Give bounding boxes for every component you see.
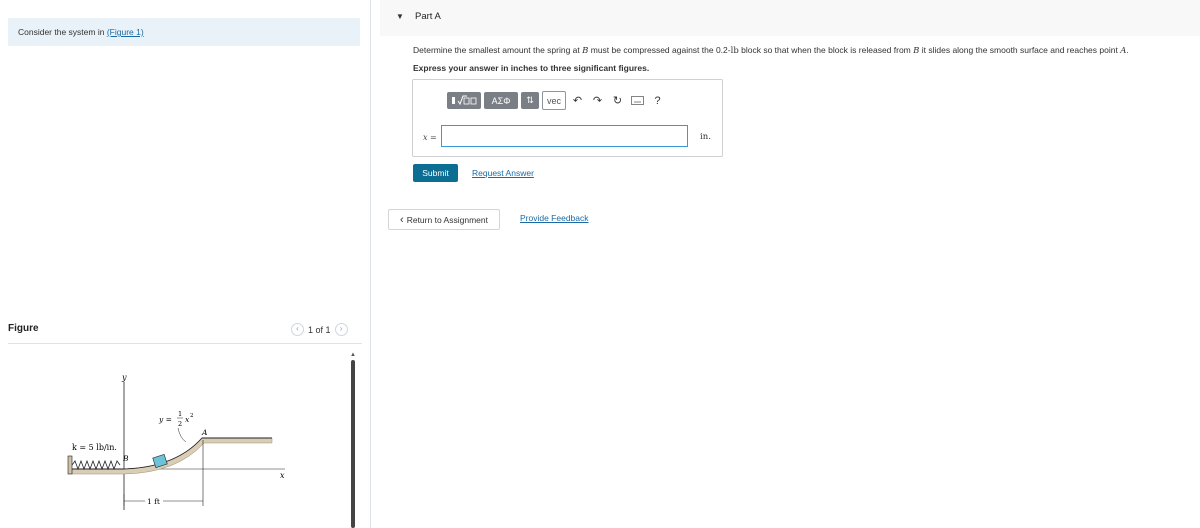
x-axis-label: x bbox=[280, 471, 285, 480]
question-panel bbox=[380, 0, 1200, 528]
figure-heading: Figure bbox=[8, 323, 39, 334]
help-icon[interactable]: ? bbox=[654, 94, 661, 107]
templates-icon[interactable] bbox=[447, 92, 481, 109]
equation-numerator: 1 bbox=[178, 410, 183, 418]
figure-page-count: 1 of 1 bbox=[308, 324, 331, 335]
figure-panel bbox=[0, 0, 371, 528]
chevron-left-icon[interactable]: ‹ bbox=[291, 323, 304, 336]
spring bbox=[72, 461, 120, 469]
wall bbox=[68, 456, 72, 474]
answer-box bbox=[412, 79, 723, 157]
figure-scrollbar[interactable] bbox=[350, 352, 356, 528]
collapse-caret-icon[interactable]: ▼ bbox=[396, 12, 404, 21]
figure-divider bbox=[8, 343, 362, 344]
keyboard-icon[interactable] bbox=[629, 92, 646, 109]
chevron-left-icon: ‹ bbox=[400, 213, 404, 226]
system-figure bbox=[60, 370, 300, 520]
return-to-assignment-button[interactable] bbox=[388, 209, 500, 230]
intro-label: Consider the system in bbox=[18, 27, 105, 37]
point-a-label: A bbox=[202, 428, 208, 437]
point-b-label: B bbox=[123, 454, 129, 463]
answer-instruction: Express your answer in inches to three significant figures. bbox=[413, 63, 650, 73]
equation-pointer bbox=[178, 428, 186, 442]
figure-pager bbox=[291, 323, 348, 336]
y-axis-label: y bbox=[122, 373, 127, 382]
dimension-label: 1 ft bbox=[147, 497, 160, 506]
greek-button[interactable]: ΑΣΦ bbox=[484, 92, 518, 109]
scroll-up-icon[interactable]: ▲ bbox=[350, 352, 356, 358]
problem-statement: Determine the smallest amount the spring at B must be compressed against the 0.2-lb block so that when the block is released from B it slides along the smooth surface and reaches point A. bbox=[413, 45, 1129, 56]
equation-label: y = bbox=[159, 415, 172, 424]
variable-label: x = bbox=[423, 133, 437, 142]
provide-feedback-link[interactable]: Provide Feedback bbox=[520, 213, 589, 223]
spring-constant-label: k = 5 lb/in. bbox=[72, 443, 117, 452]
part-title: Part A bbox=[415, 11, 441, 22]
part-header[interactable] bbox=[380, 0, 1200, 36]
math-toolbar bbox=[447, 91, 666, 110]
intro-box bbox=[8, 18, 360, 46]
answer-input[interactable] bbox=[441, 125, 688, 147]
chevron-right-icon[interactable]: › bbox=[335, 323, 348, 336]
reset-icon[interactable]: ↻ bbox=[612, 95, 623, 107]
equation-variable: x bbox=[185, 415, 190, 424]
equation-denominator: 2 bbox=[178, 420, 183, 428]
undo-icon[interactable]: ↶ bbox=[572, 95, 583, 107]
submit-button[interactable]: Submit bbox=[413, 164, 458, 182]
figure-link[interactable]: (Figure 1) bbox=[106, 27, 144, 37]
unit-label: in. bbox=[700, 132, 711, 142]
equation-exponent: 2 bbox=[190, 413, 194, 419]
redo-icon[interactable]: ↷ bbox=[592, 95, 603, 107]
return-label: Return to Assignment bbox=[406, 214, 488, 225]
vector-button[interactable]: vec bbox=[542, 91, 566, 110]
intro-text bbox=[18, 27, 144, 37]
scroll-thumb[interactable] bbox=[351, 360, 355, 528]
sort-arrows-icon[interactable]: ⇅ bbox=[521, 92, 539, 109]
request-answer-link[interactable]: Request Answer bbox=[472, 168, 534, 178]
